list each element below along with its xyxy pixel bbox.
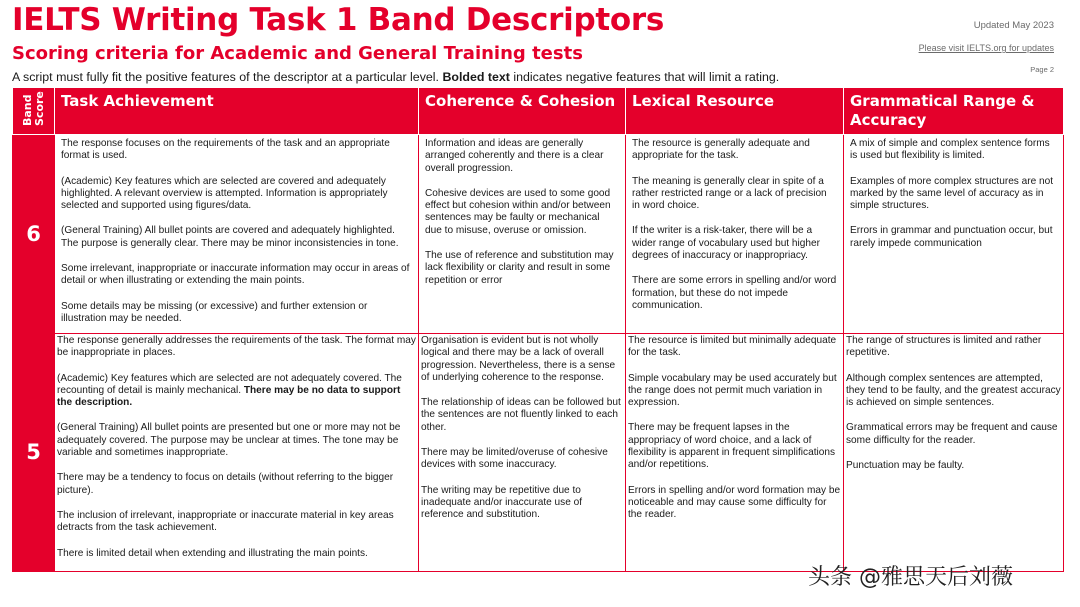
cell-coherence-cohesion-6: Information and ideas are generally arranged coherently and there is a clear overall progression. Cohesive devices are used to some good effect but cohesion within and/or between sentences may be faulty or mechanical due to misuse, overuse or omission. The use of reference and substitution may lack flexibility or clarity and result in some repetition or error [419, 135, 626, 334]
band-descriptors-table [12, 87, 1064, 572]
cell-coherence-cohesion-5: Organisation is evident but is not wholly logical and there may be a lack of overall progression. Nevertheless, there is a sense of underlying coherence to the response. The relationship of ideas can be followed but the sentences are not fluently linked to each other. There may be limited/overuse of cohesive devices with some inaccuracy. The writing may be repetitive due to inadequate and/or inaccurate use of reference and substitution. [419, 334, 626, 572]
column-header-coherence-cohesion: Coherence & Cohesion [419, 88, 626, 135]
table-row-band-6 [13, 135, 1064, 334]
band-score-5: 5 [13, 334, 55, 572]
updated-date: Updated May 2023 [973, 20, 1054, 31]
watermark-text: 头条 @雅思天后刘薇 [808, 565, 1013, 590]
cell-grammatical-range-5: The range of structures is limited and rather repetitive. Although complex sentences are attempted, they tend to be faulty, and the greatest accuracy is achieved on simple sentences. Grammatical errors may be frequent and cause some difficulty for the reader. Punctuation may be faulty. [844, 334, 1064, 572]
negative-feature-bold: There may be no data to support the description. [57, 384, 401, 409]
ielts-updates-link[interactable]: Please visit IELTS.org for updates [918, 43, 1054, 53]
cell-lexical-resource-5: The resource is limited but minimally adequate for the task. Simple vocabulary may be used accurately but the range does not permit much variation in expression. There may be frequent lapses in the appropriacy of word choice, and a lack of flexibility is apparent in frequent simplifications and/or repetitions. Errors in spelling and/or word formation may be noticeable and may cause some difficulty for the reader. [626, 334, 844, 572]
page-number: Page 2 [1030, 65, 1054, 74]
column-header-task-achievement: Task Achievement [55, 88, 419, 135]
column-header-lexical-resource: Lexical Resource [626, 88, 844, 135]
column-header-grammatical-range: Grammatical Range & Accuracy [844, 88, 1064, 135]
cell-task-achievement-6: The response focuses on the requirements of the task and an appropriate format is used. (Academic) Key features which are selected are covered and adequately highlighted. A relevant overview is attempted. Information is appropriately selected and supported using figures/data. (General Training) All bullet points are covered and adequately highlighted. The purpose is generally clear. There may be minor inconsistencies in tone. Some irrelevant, inappropriate or inaccurate information may occur in areas of detail or when illustrating or extending the main points. Some details may be missing (or excessive) and further extension or illustration may be needed. [55, 135, 419, 334]
table-row-band-5 [13, 334, 1064, 572]
intro-bold-text: Bolded text [442, 70, 510, 84]
cell-grammatical-range-6: A mix of simple and complex sentence forms is used but flexibility is limited. Examples of more complex structures are not marked by the same level of accuracy as in simple structures. Errors in grammar and punctuation occur, but rarely impede communication [844, 135, 1064, 334]
band-score-header: Band Score [13, 88, 55, 135]
page-subtitle: Scoring criteria for Academic and General Training tests [12, 43, 583, 64]
cell-task-achievement-5: The response generally addresses the requirements of the task. The format may be inappropriate in places. (Academic) Key features which are selected are not adequately covered. The recounting of detail is mainly mechanical. There may be no data to support the description. (General Training) All bullet points are presented but one or more may not be adequately covered. The purpose may be unclear at times. The tone may be variable and sometimes inappropriate. There may be a tendency to focus on details (without referring to the bigger picture). The inclusion of irrelevant, inappropriate or inaccurate material in key areas detracts from the task achievement. There is limited detail when extending and illustrating the main points. [55, 334, 419, 572]
cell-lexical-resource-6: The resource is generally adequate and appropriate for the task. The meaning is generally clear in spite of a rather restricted range or a lack of precision in word choice. If the writer is a risk-taker, there will be a wider range of vocabulary used but higher degrees of inaccuracy or inappropriacy. There are some errors in spelling and/or word formation, but these do not impede communication. [626, 135, 844, 334]
intro-text: A script must fully fit the positive features of the descriptor at a particular level. Bolded text indicates negative features that will limit a rating. [12, 70, 780, 84]
page-title: IELTS Writing Task 1 Band Descriptors [12, 2, 664, 38]
band-score-6: 6 [13, 135, 55, 334]
